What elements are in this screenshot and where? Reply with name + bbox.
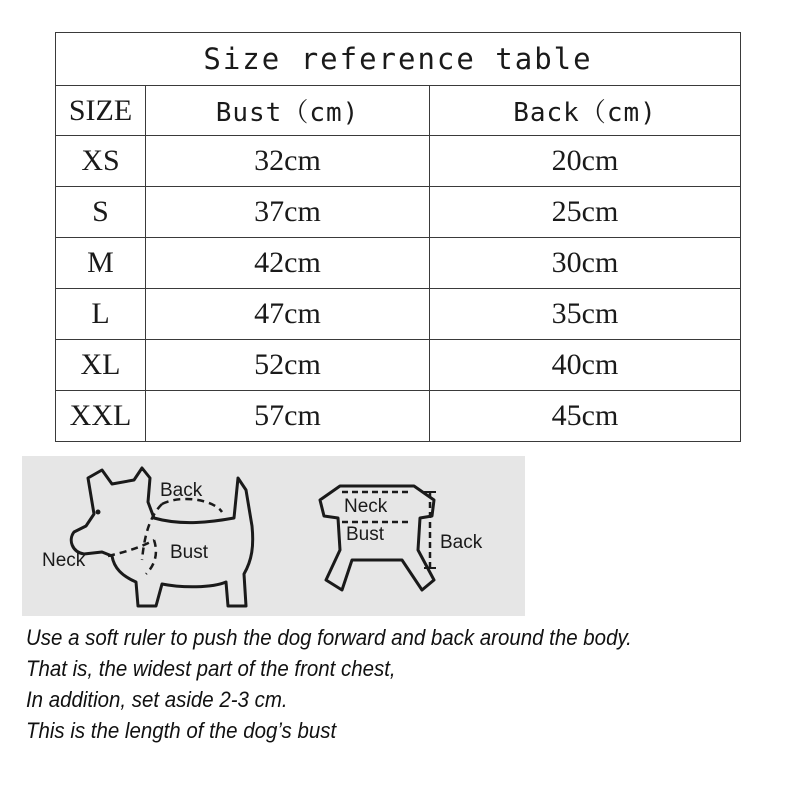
size-cell: L — [56, 289, 146, 340]
table-row — [56, 391, 741, 442]
instruction-line: Use a soft ruler to push the dog forward and back around the body. — [26, 625, 632, 650]
dog-back-label: Back — [160, 480, 203, 501]
table-row — [56, 238, 741, 289]
bust-cell: 57cm — [146, 391, 430, 442]
bust-cell: 37cm — [146, 187, 430, 238]
size-cell: S — [56, 187, 146, 238]
header-size: SIZE — [56, 86, 146, 136]
instruction-line: In addition, set aside 2-3 cm. — [26, 687, 288, 712]
measurement-instructions — [26, 622, 632, 746]
table-row — [56, 187, 741, 238]
back-cell: 45cm — [430, 391, 741, 442]
garment-back-label: Back — [440, 532, 483, 553]
table-row — [56, 136, 741, 187]
garment-neck-label: Neck — [344, 496, 388, 517]
dog-neck-label: Neck — [42, 550, 86, 571]
back-cell: 20cm — [430, 136, 741, 187]
header-bust: Bust（cm) — [146, 86, 430, 136]
back-cell: 25cm — [430, 187, 741, 238]
header-back: Back（cm) — [430, 86, 741, 136]
dog-bust-label: Bust — [170, 542, 209, 563]
size-cell: XXL — [56, 391, 146, 442]
measurement-diagram — [22, 456, 525, 616]
size-cell: XS — [56, 136, 146, 187]
back-cell: 35cm — [430, 289, 741, 340]
back-cell: 40cm — [430, 340, 741, 391]
bust-cell: 47cm — [146, 289, 430, 340]
instruction-line: This is the length of the dog’s bust — [26, 718, 337, 743]
table-row — [56, 289, 741, 340]
instruction-line: That is, the widest part of the front chest, — [26, 656, 396, 681]
bust-cell: 42cm — [146, 238, 430, 289]
measurement-diagram-svg — [22, 456, 525, 616]
bust-cell: 32cm — [146, 136, 430, 187]
size-cell: XL — [56, 340, 146, 391]
table-row — [56, 340, 741, 391]
size-cell: M — [56, 238, 146, 289]
garment-bust-label: Bust — [346, 524, 385, 545]
size-reference-table — [55, 32, 741, 442]
table-title: Size reference table — [56, 33, 741, 86]
back-cell: 30cm — [430, 238, 741, 289]
bust-cell: 52cm — [146, 340, 430, 391]
